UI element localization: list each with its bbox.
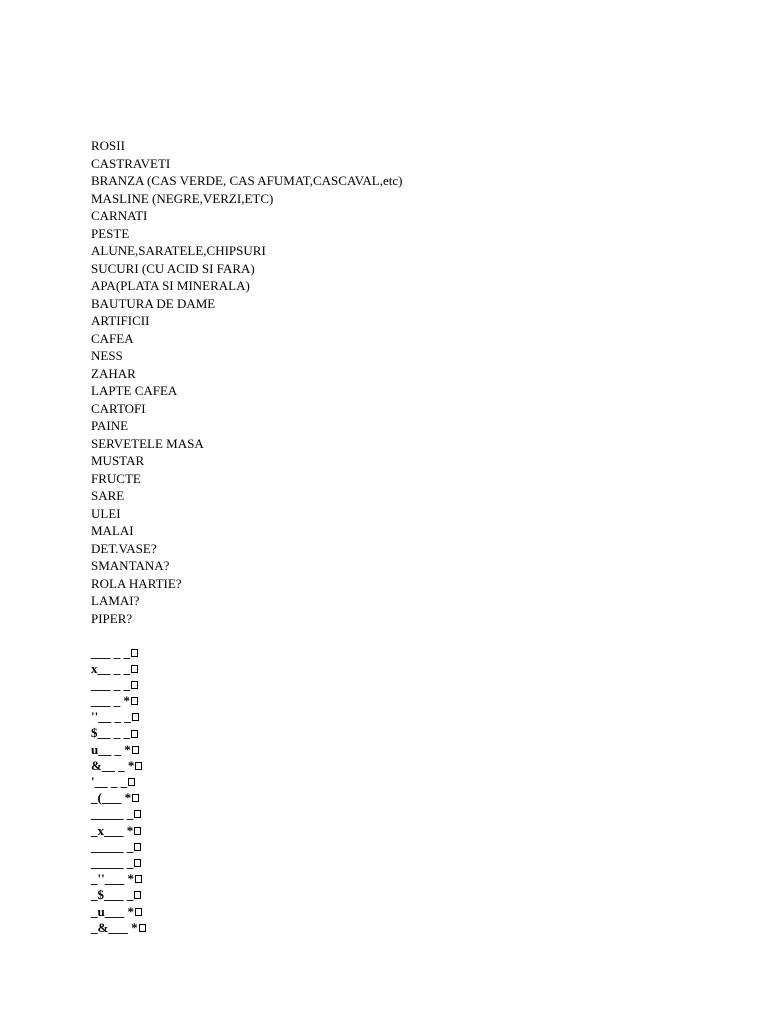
garbled-line-text: ''__ _ _ [91,709,131,725]
list-item: BRANZA (CAS VERDE, CAS AFUMAT,CASCAVAL,etc) [91,173,403,188]
garbled-lines [91,645,402,936]
list-item: ROSII [91,138,125,153]
list-item: ARTIFICII [91,313,150,328]
missing-glyph-icon [132,794,139,802]
list-item: PESTE [91,225,130,241]
list-item: ZAHAR [91,365,136,381]
garbled-line [91,774,402,790]
missing-glyph-icon [128,778,135,786]
garbled-line [91,758,402,774]
spacer [91,627,402,645]
garbled-line-text: _____ _ [91,806,134,822]
list-item: ROLA HARTIE? [91,575,182,591]
list-item: CARNATI [91,208,148,223]
missing-glyph-icon [134,859,141,867]
garbled-line-text: _u___ * [91,903,134,919]
document-body [91,137,402,936]
garbled-line [91,887,402,903]
list-item: ALUNE,SARATELE,CHIPSURI [91,243,266,258]
list-item: SMANTANA? [91,558,170,573]
missing-glyph-icon [135,762,142,770]
garbled-line [91,871,402,887]
shopping-list [91,137,402,627]
garbled-line [91,709,402,725]
garbled-line-text: ___ _ * [91,693,130,709]
missing-glyph-icon [134,843,141,851]
list-item: MUSTAR [91,453,145,468]
garbled-line-text: _x___ * [91,822,134,838]
garbled-line [91,904,402,920]
list-item: SERVETELE MASA [91,435,204,451]
missing-glyph-icon [134,810,141,818]
list-item: MASLINE (NEGRE,VERZI,ETC) [91,190,274,206]
garbled-line-text: $__ _ _ [91,725,130,741]
list-item: DET.VASE? [91,540,157,556]
garbled-line [91,742,402,758]
missing-glyph-icon [134,891,141,899]
missing-glyph-icon [134,827,141,835]
list-item: SUCURI (CU ACID SI FARA) [91,260,255,276]
garbled-line-text: '__ _ _ [91,774,128,789]
list-item: CASTRAVETI [91,155,171,171]
garbled-line [91,790,402,806]
garbled-line [91,677,402,693]
list-item: SARE [91,488,125,503]
missing-glyph-icon [132,746,139,754]
garbled-line-text: _''___ * [91,871,134,887]
garbled-line-text: ___ _ _ [91,676,130,692]
list-item: PAINE [91,418,129,433]
garbled-line [91,855,402,871]
missing-glyph-icon [132,713,139,721]
garbled-line [91,645,402,661]
garbled-line-text: x__ _ _ [91,660,130,676]
list-item: PIPER? [91,610,133,626]
garbled-line [91,806,402,822]
garbled-line-text: ___ _ _ [91,644,130,660]
garbled-line-text: _____ _ [91,838,134,854]
garbled-line [91,725,402,741]
list-item: BAUTURA DE DAME [91,295,216,311]
garbled-line-text: u__ _ * [91,741,131,757]
garbled-line-text: _____ _ [91,854,134,870]
missing-glyph-icon [139,924,146,932]
missing-glyph-icon [131,697,138,705]
garbled-line [91,661,402,677]
garbled-line-text: _$___ _ [91,887,134,903]
list-item: APA(PLATA SI MINERALA) [91,278,250,293]
missing-glyph-icon [135,875,142,883]
garbled-line [91,823,402,839]
list-item: CARTOFI [91,400,146,416]
list-item: ULEI [91,505,121,521]
list-item: LAPTE CAFEA [91,383,178,398]
missing-glyph-icon [131,681,138,689]
missing-glyph-icon [135,908,142,916]
missing-glyph-icon [131,730,138,738]
list-item: LAMAI? [91,593,140,608]
garbled-line-text: _&___ * [91,919,138,935]
list-item: NESS [91,348,123,363]
list-item: CAFEA [91,330,134,346]
garbled-line-text: &__ _ * [91,757,135,773]
garbled-line [91,920,402,936]
list-item: MALAI [91,523,134,538]
missing-glyph-icon [131,649,138,657]
garbled-line [91,839,402,855]
list-item: FRUCTE [91,470,141,486]
garbled-line [91,693,402,709]
missing-glyph-icon [131,665,138,673]
garbled-line-text: _(___ * [91,790,132,806]
